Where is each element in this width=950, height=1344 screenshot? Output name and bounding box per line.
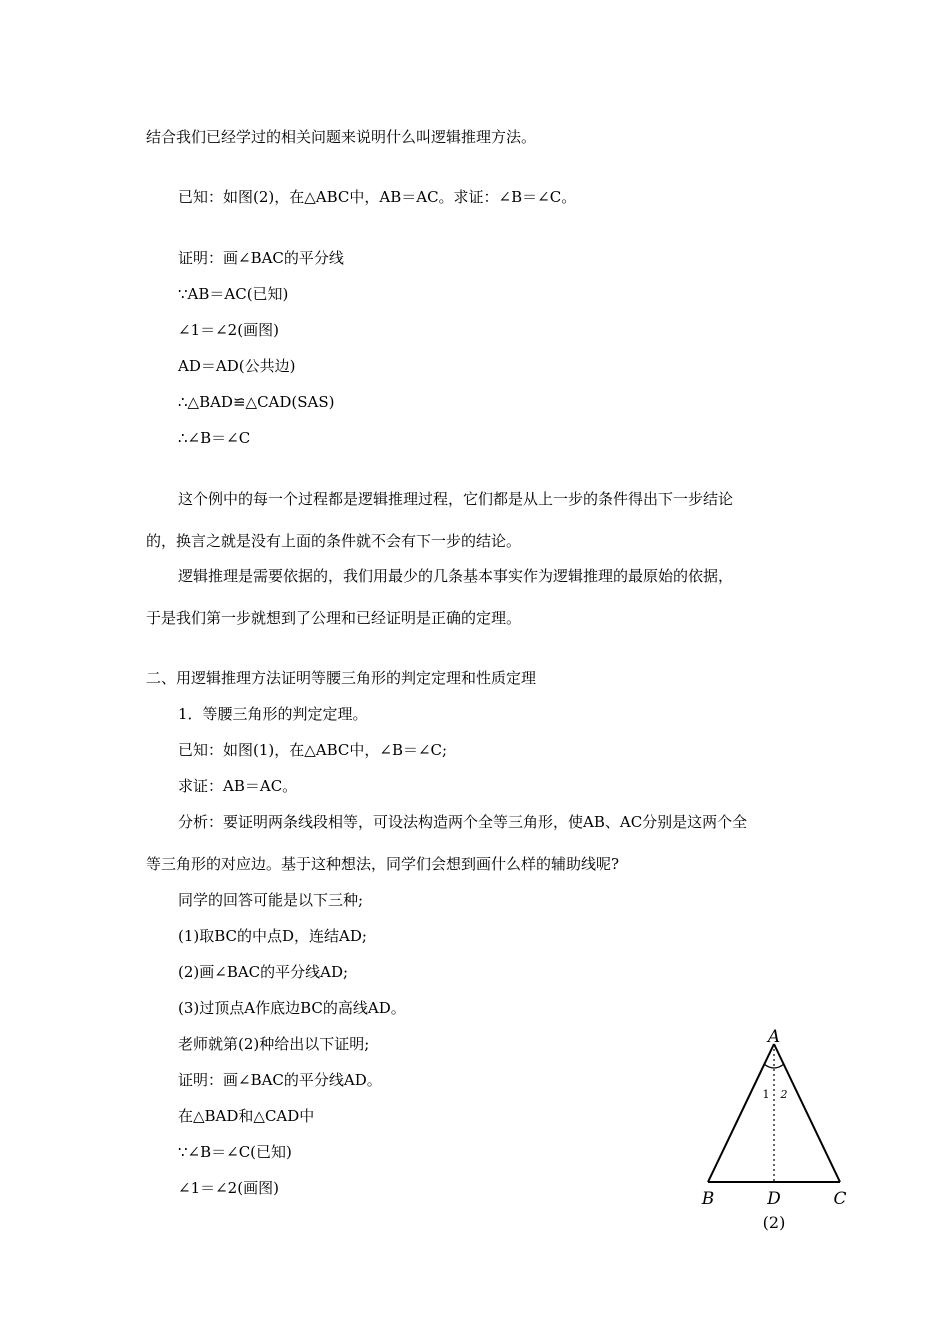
list-item: (1)取BC的中点D，连结AD; <box>178 927 367 945</box>
proof-line: ∴∠B＝∠C <box>178 429 251 447</box>
proof-line: ∵AB＝AC(已知) <box>178 285 289 303</box>
paragraph-line: 逻辑推理是需要依据的，我们用最少的几条基本事实作为逻辑推理的最原始的依据， <box>178 567 734 585</box>
list-item: (3)过顶点A作底边BC的高线AD。 <box>178 999 406 1017</box>
proof-line: ∴△BAD≌△CAD(SAS) <box>178 393 335 411</box>
vertex-c-label: C <box>833 1189 847 1209</box>
subsection-heading: 1．等腰三角形的判定定理。 <box>178 705 368 723</box>
paragraph-line: 分析：要证明两条线段相等，可设法构造两个全等三角形，使AB、AC分别是这两个全 <box>178 813 748 831</box>
vertex-b-label: B <box>701 1189 715 1209</box>
point-d-label: D <box>767 1189 781 1209</box>
section-heading: 二、用逻辑推理方法证明等腰三角形的判定定理和性质定理 <box>146 669 537 687</box>
paragraph-line: 的，换言之就是没有上面的条件就不会有下一步的结论。 <box>146 532 522 550</box>
paragraph-line: 等三角形的对应边。基于这种想法，同学们会想到画什么样的辅助线呢? <box>146 855 620 873</box>
text-line: 已知：如图(1)，在△ABC中，∠B＝∠C; <box>178 741 448 759</box>
proof-line: 证明：画∠BAC的平分线 <box>178 249 344 267</box>
proof-line: 在△BAD和△CAD中 <box>178 1107 315 1125</box>
angle-1-label: 1 <box>762 1088 770 1101</box>
paragraph-line: 于是我们第一步就想到了公理和已经证明是正确的定理。 <box>146 609 522 627</box>
list-item: (2)画∠BAC的平分线AD; <box>178 963 349 981</box>
text-line: 结合我们已经学过的相关问题来说明什么叫逻辑推理方法。 <box>146 128 537 146</box>
proof-line: ∵∠B＝∠C(已知) <box>178 1143 292 1161</box>
triangle-figure <box>700 1022 860 1242</box>
text-line: 老师就第(2)种给出以下证明; <box>178 1035 370 1053</box>
text-line: 已知：如图(2)，在△ABC中，AB＝AC。求证：∠B＝∠C。 <box>178 188 577 206</box>
proof-line: 证明：画∠BAC的平分线AD。 <box>178 1071 382 1089</box>
vertex-a-label: A <box>767 1027 781 1047</box>
text-line: 求证：AB＝AC。 <box>178 777 298 795</box>
angle-2-label: 2 <box>780 1088 788 1101</box>
figure-caption: (2) <box>762 1213 786 1232</box>
text-line: 同学的回答可能是以下三种; <box>178 891 364 909</box>
paragraph-line: 这个例中的每一个过程都是逻辑推理过程，它们都是从上一步的条件得出下一步结论 <box>178 490 734 508</box>
proof-line: AD＝AD(公共边) <box>178 357 296 375</box>
proof-line: ∠1＝∠2(画图) <box>178 321 279 339</box>
proof-line: ∠1＝∠2(画图) <box>178 1179 279 1197</box>
